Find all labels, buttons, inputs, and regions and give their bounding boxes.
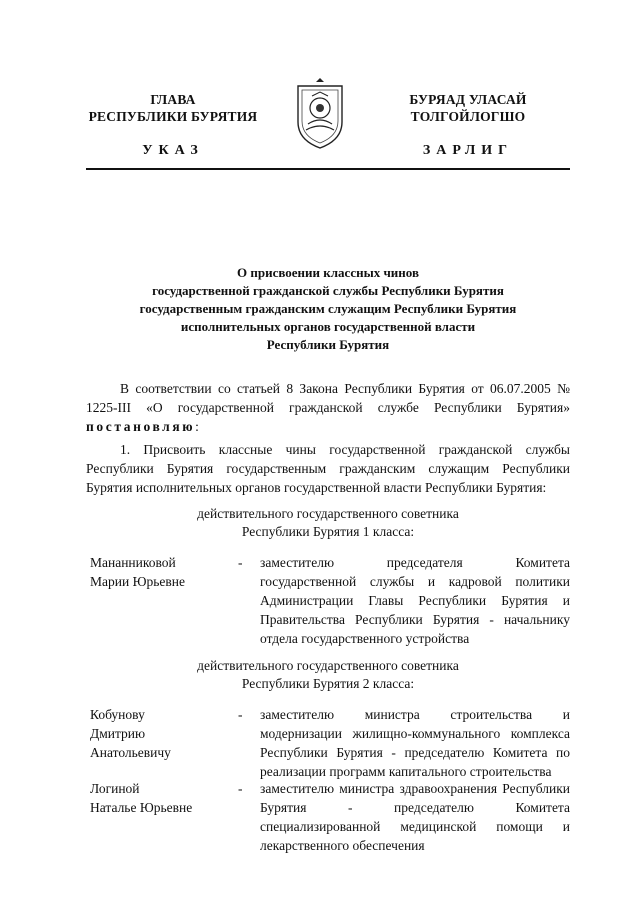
preamble-text: В соответствии со статьей 8 Закона Республики Бурятия от 06.07.2005 № 1225-III «О государственной гражданской службе Республики Бурятия» <box>86 381 570 415</box>
name-line: Мананниковой <box>90 555 176 570</box>
name-line: Кобунову <box>90 707 145 722</box>
name-line: Марии Юрьевне <box>90 574 185 589</box>
resolve-colon: : <box>195 419 199 434</box>
name-line: Логиной <box>90 781 140 796</box>
name-line: Дмитрию <box>90 726 146 741</box>
title-line: исполнительных органов государственной власти <box>180 319 476 334</box>
appointee-position: заместителю министра строительства и модернизации жилищно-коммунального комплекса Республики Бурятия - председателю Комитета по реализации программ капитального строительства <box>260 707 570 779</box>
clause-1-paragraph: 1. Присвоить классные чины государственной гражданской службы Республики Бурятия государственным гражданским служащим Республики Бурятия исполнительных органов государственной власти Республики Бурятия: <box>86 442 570 495</box>
title-line: О присвоении классных чинов <box>237 265 419 280</box>
header-right <box>368 91 568 125</box>
entry-dash: - <box>238 781 243 796</box>
header-right-line2: ТОЛГОЙЛОГШО <box>410 109 526 124</box>
entry-dash: - <box>238 555 243 570</box>
appointee-position: заместителю председателя Комитета государственной службы и кадровой политики Администрации Главы Республики Бурятия и Правительства Республики Бурятия - начальнику отдела государственного устройства <box>260 555 570 646</box>
entry-dash: - <box>238 707 243 722</box>
header-right-line1: БУРЯАД УЛАСАЙ <box>409 92 527 107</box>
decree-title-ru: УКАЗ <box>142 143 204 158</box>
appointee-position: заместителю министра здравоохранения Республики Бурятия - председателю Комитета специализированной медицинской помощи и лекарственного обеспечения <box>260 781 570 853</box>
appointee-name <box>90 779 230 817</box>
header-left-line2: РЕСПУБЛИКИ БУРЯТИЯ <box>88 109 258 124</box>
appointee-name <box>90 705 230 762</box>
rank-heading-1 <box>86 505 570 541</box>
title-line: Республики Бурятия <box>266 337 390 352</box>
rank-heading-line: действительного государственного советника <box>197 658 459 673</box>
preamble-paragraph <box>86 379 570 436</box>
header-divider <box>86 168 570 170</box>
rank-heading-2 <box>86 657 570 693</box>
name-line: Наталье Юрьевне <box>90 800 193 815</box>
header-left-line1: ГЛАВА <box>150 92 196 107</box>
title-line: государственным гражданским служащим Республики Бурятия <box>139 301 517 316</box>
coat-of-arms-icon <box>294 78 346 152</box>
title-line: государственной гражданской службы Республики Бурятия <box>152 283 504 298</box>
rank-heading-line: Республики Бурятия 1 класса: <box>241 524 415 539</box>
rank-heading-line: Республики Бурятия 2 класса: <box>241 676 415 691</box>
document-title <box>86 264 570 354</box>
header-left <box>73 91 273 125</box>
decree-title-bua: ЗАРЛИГ <box>422 143 514 158</box>
name-line: Анатольевичу <box>90 745 171 760</box>
resolve-word: постановляю <box>86 419 196 434</box>
rank-heading-line: действительного государственного советника <box>197 506 459 521</box>
appointee-name <box>90 553 230 591</box>
